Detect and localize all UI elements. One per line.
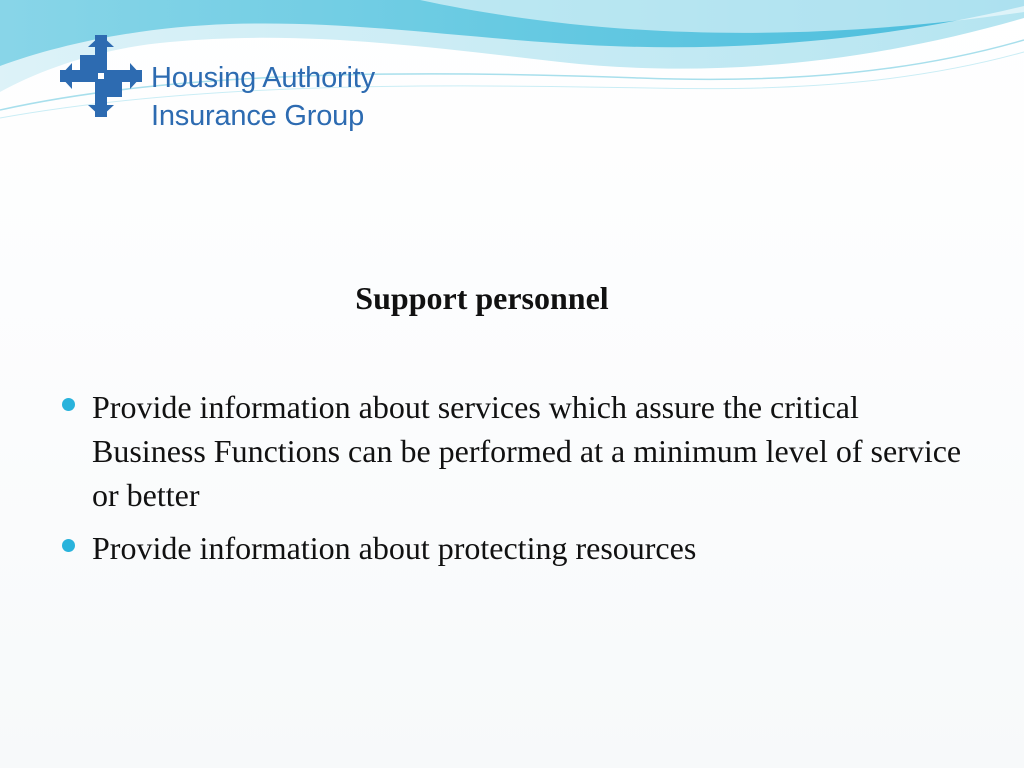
slide-heading: Support personnel bbox=[355, 280, 609, 316]
company-logo bbox=[58, 33, 418, 133]
bullet-dot-icon bbox=[62, 539, 75, 552]
bullet-dot-icon bbox=[62, 398, 75, 411]
bullet-text: Provide information about services which assure the critical Business Functions can be performed at a minimum level of service or better bbox=[92, 389, 962, 513]
logo-line-2: Insurance Group bbox=[151, 100, 365, 132]
bullet-item bbox=[62, 526, 962, 570]
logo-line-1: Housing Authority bbox=[151, 62, 375, 94]
bullet-item bbox=[62, 385, 962, 517]
bullet-text: Provide information about protecting resources bbox=[92, 530, 697, 566]
cross-arrows-logo-icon bbox=[58, 33, 144, 119]
logo-text bbox=[151, 59, 375, 135]
bullet-list bbox=[62, 385, 962, 579]
